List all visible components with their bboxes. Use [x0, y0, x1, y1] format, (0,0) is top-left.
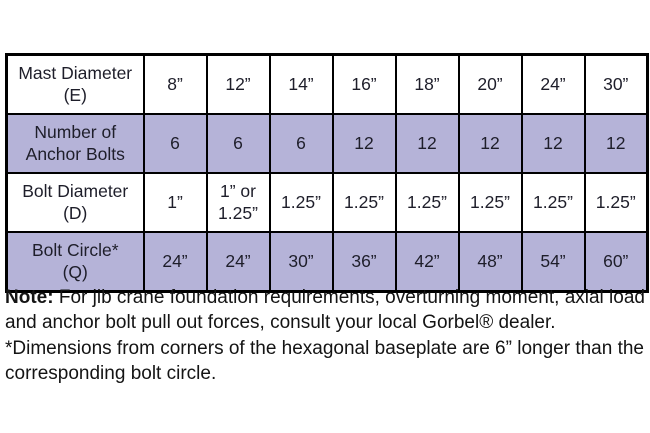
row-header-cell: [7, 173, 144, 232]
table-cell: 12”: [207, 55, 270, 115]
table-cell: 1.25”: [459, 173, 522, 232]
table-cell: 12: [396, 114, 459, 173]
table-cell: 14”: [270, 55, 333, 115]
table-cell: 54”: [522, 232, 585, 292]
row-header-line1: Number of: [34, 122, 117, 143]
table-cell: 42”: [396, 232, 459, 292]
table-cell: 1.25”: [333, 173, 396, 232]
table-cell: 48”: [459, 232, 522, 292]
table-row: [7, 55, 648, 115]
row-header-line2: (E): [63, 84, 87, 105]
table-cell: 16”: [333, 55, 396, 115]
row-header-line2: Anchor Bolts: [25, 143, 125, 164]
table-row: [7, 114, 648, 173]
row-header-line1: Bolt Circle*: [31, 240, 119, 261]
note-label: Note:: [5, 287, 54, 308]
row-header-line2: (Q): [62, 261, 88, 282]
table-cell: 1” or 1.25”: [207, 173, 270, 232]
table-cell: 12: [522, 114, 585, 173]
row-header-line1: Bolt Diameter: [22, 181, 129, 202]
table-cell: 12: [585, 114, 648, 173]
table-cell: 30”: [585, 55, 648, 115]
table-cell: 24”: [144, 232, 207, 292]
table-cell: 24”: [207, 232, 270, 292]
table-cell: 1.25”: [522, 173, 585, 232]
spec-table-container: [5, 53, 645, 293]
table-cell: 1.25”: [270, 173, 333, 232]
table-cell: 1”: [144, 173, 207, 232]
table-row: [7, 173, 648, 232]
table-cell: 30”: [270, 232, 333, 292]
row-header-cell: [7, 232, 144, 292]
table-cell: 8”: [144, 55, 207, 115]
row-header-cell: [7, 55, 144, 115]
table-cell: 6: [144, 114, 207, 173]
table-cell: 6: [270, 114, 333, 173]
table-cell: 20”: [459, 55, 522, 115]
table-cell: 36”: [333, 232, 396, 292]
table-cell: 24”: [522, 55, 585, 115]
table-cell: 18”: [396, 55, 459, 115]
row-header-line2: (D): [63, 202, 88, 223]
table-cell: 12: [333, 114, 396, 173]
table-cell: 6: [207, 114, 270, 173]
note-paragraph: [5, 285, 649, 387]
row-header-line1: Mast Diameter: [18, 63, 133, 84]
table-cell: 12: [459, 114, 522, 173]
spec-table: [5, 53, 649, 293]
table-row: [7, 232, 648, 292]
table-cell: 60”: [585, 232, 648, 292]
row-header-cell: [7, 114, 144, 173]
note-text: For jib crane foundation requirements, overturning moment, axial load and anchor bolt pull out forces, consult your local Gorbel® dealer. *Dimensions from corners of the hexagonal baseplate are 6” longer than the corresponding bolt circle.: [5, 287, 645, 385]
table-cell: 1.25”: [396, 173, 459, 232]
spec-table-body: [7, 55, 648, 292]
table-cell: 1.25”: [585, 173, 648, 232]
